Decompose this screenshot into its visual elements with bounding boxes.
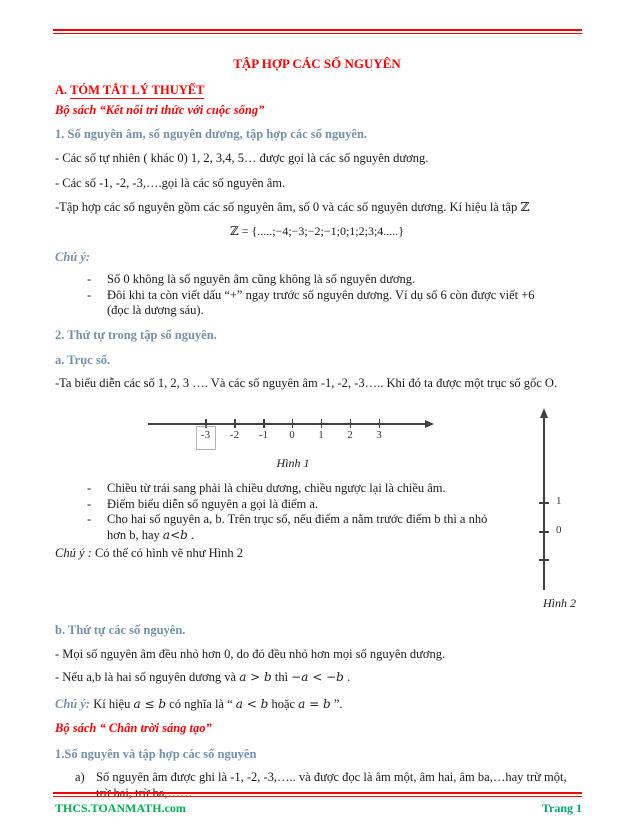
list-item-text: Số 0 không là số nguyên âm cũng không là số nguyên dương. [107, 272, 416, 286]
tick-mark [539, 531, 549, 533]
section-a-heading [55, 83, 204, 98]
para-if-positive [55, 670, 350, 685]
tick-label: 1 [318, 429, 324, 441]
tick-mark [321, 419, 323, 428]
tick-label: 0 [556, 524, 562, 536]
tick-label: -2 [229, 429, 240, 441]
inequality-neg: −a < −b [291, 670, 344, 684]
page-footer [55, 801, 582, 816]
number-line-axis [148, 423, 432, 425]
heading-ctst-1: 1.Số nguyên và tập hợp các số nguyên [55, 747, 257, 761]
axis-arrow-icon [425, 420, 434, 428]
note3-text: Kí hiệu [90, 697, 134, 711]
figure-2-caption: Hình 2 [543, 596, 576, 610]
tick-label: 1 [556, 495, 562, 507]
note1-label: Chú ý: [55, 250, 91, 264]
bottom-divider [53, 792, 582, 797]
para-naturals: - Các số tự nhiên ( khác 0) 1, 2, 3,4, 5… được gọi là các số nguyên dương. [55, 151, 429, 165]
heading-1: 1. Số nguyên âm, số nguyên dương, tập hợp các số nguyên. [55, 127, 368, 141]
note3 [55, 697, 343, 712]
note3-text: hoặc [268, 697, 299, 711]
list-item-text: Chiều từ trái sang phải là chiều dương, chiều ngược lại là chiều âm. [107, 481, 446, 495]
list-item-text: Cho hai số nguyên a, b. Trên trục số, nếu điểm a nằm trước điểm b thì a nhỏ hơn b, hay [107, 512, 488, 542]
dash-marker: - [87, 496, 92, 511]
inequality-a-lt-b: a<b [162, 527, 188, 542]
heading-2b: b. Thứ tự các số nguyên. [55, 623, 186, 637]
tick-mark [263, 419, 265, 428]
list-item [80, 512, 488, 543]
item-a-marker: a) [75, 770, 85, 784]
section-a-prefix: A. [55, 83, 71, 97]
figure-1-number-line [148, 414, 443, 454]
para-number-line: -Ta biểu diễn các số 1, 2, 3 …. Và các số nguyên âm -1, -2, -3….. Khi đó ta được một trục số gốc O. [55, 376, 558, 390]
heading-2a: a. Trục số. [55, 353, 111, 367]
tick-label: 0 [289, 429, 295, 441]
para-integer-set: -Tập hợp các số nguyên gồm các số nguyên âm, số 0 và các số nguyên dương. Kí hiệu là tập ℤ [55, 200, 530, 214]
equality-a-eq-b: a = b [298, 697, 331, 711]
list-item-text: Đôi khi ta còn viết dấu “+” ngay trước số nguyên dương. Ví dụ số 6 còn được viết +6 (đọc là dương sáu). [107, 287, 535, 317]
tick-mark [350, 419, 352, 428]
figure-2-number-line [535, 405, 605, 605]
integer-set-formula: ℤ = {.....;−4;−3;−2;−1;0;1;2;3;4.....} [229, 224, 405, 238]
page-title: TẬP HỢP CÁC SỐ NGUYÊN [233, 56, 401, 71]
tick-label: -1 [258, 429, 269, 441]
book-series-1: Bộ sách “Kết nối tri thức với cuộc sống” [55, 103, 265, 117]
note1-list [80, 272, 558, 319]
footer-site: THCS.TOANMATH.com [55, 801, 186, 815]
footer-page-number: Trang 1 [541, 801, 582, 815]
para-if-text: - Nếu a,b là hai số nguyên dương và [55, 670, 240, 684]
note2 [55, 546, 243, 561]
note3-text: có nghĩa là “ [166, 697, 236, 711]
tick-label: 2 [347, 429, 353, 441]
note3-label: Chú ý: [55, 697, 91, 711]
list-item [80, 272, 558, 288]
top-divider [53, 29, 582, 34]
figure-1-caption: Hình 1 [276, 456, 310, 470]
para-if-mid: thì [271, 670, 292, 684]
para-if-tail: . [343, 670, 351, 684]
axis-properties-list [80, 481, 488, 543]
dash-marker: - [87, 287, 92, 302]
para-negatives: - Các số -1, -2, -3,….gọi là các số nguyên âm. [55, 176, 286, 190]
tick-mark [539, 502, 549, 504]
dash-marker: - [87, 481, 92, 495]
note2-text: Có thể có hình vẽ như Hình 2 [91, 546, 244, 560]
inequality-a-lt-b2: a < b [235, 697, 269, 711]
tick-mark [234, 419, 236, 428]
inequality-a-gt-b: a > b [239, 670, 272, 684]
tick-label: 3 [376, 429, 382, 441]
list-item-tail: . [187, 527, 195, 542]
dash-marker: - [87, 512, 92, 526]
book-series-2: Bộ sách “ Chân trời sáng tạo” [55, 721, 212, 735]
note2-label: Chú ý : [55, 546, 92, 560]
para-all-negative: - Mọi số nguyên âm đều nhỏ hơn 0, do đó đều nhỏ hơn mọi số nguyên dương. [55, 647, 446, 661]
tick-label: -3 [200, 429, 211, 441]
tick-mark [539, 559, 549, 561]
list-item [80, 481, 488, 497]
inequality-a-le-b: a ≤ b [133, 697, 167, 711]
heading-2: 2. Thứ tự trong tập số nguyên. [55, 328, 217, 342]
tick-mark [379, 419, 381, 428]
list-item-text: Điểm biểu diễn số nguyên a gọi là điểm a. [107, 496, 319, 511]
tick-mark [292, 419, 294, 428]
item-a-text: Số nguyên âm được ghi là -1, -2, -3,….. và được đọc là âm một, âm hai, âm ba,…hay trừ một, trừ hai, trừ ba,…… [96, 770, 567, 800]
dash-marker: - [87, 272, 92, 286]
list-item [80, 497, 488, 513]
section-a-title: TÓM TẮT LÝ THUYẾT [70, 83, 205, 97]
list-item [80, 288, 558, 319]
axis-arrow-icon [540, 408, 548, 418]
note3-text: ”. [330, 697, 343, 711]
